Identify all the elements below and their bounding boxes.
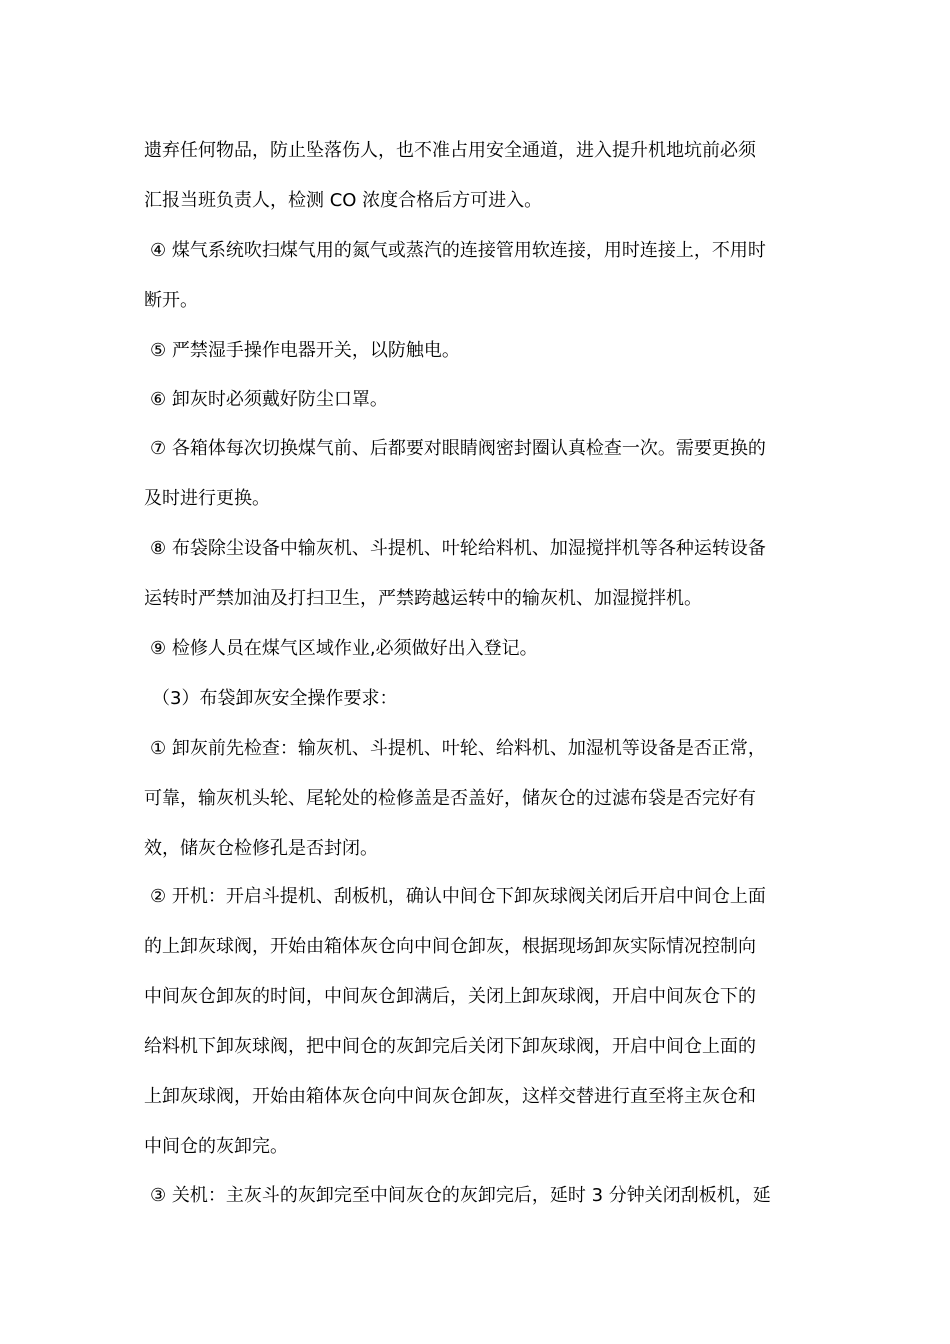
list-item-1: ① 卸灰前先检查：输灰机、斗提机、叶轮、给料机、加湿机等设备是否正常， (150, 738, 766, 759)
text-line: 汇报当班负责人，检测 CO 浓度合格后方可进入。 (144, 190, 543, 211)
text-line: 可靠，输灰机头轮、尾轮处的检修盖是否盖好，储灰仓的过滤布袋是否完好有 (144, 788, 756, 809)
text-line: 中间灰仓卸灰的时间，中间灰仓卸满后，关闭上卸灰球阀，开启中间灰仓下的 (144, 986, 756, 1007)
text-line: 中间仓的灰卸完。 (144, 1136, 288, 1157)
text-line: 上卸灰球阀，开始由箱体灰仓向中间灰仓卸灰，这样交替进行直至将主灰仓和 (144, 1086, 756, 1107)
list-item-5: ⑤ 严禁湿手操作电器开关，以防触电。 (150, 340, 460, 361)
list-item-3: ③ 关机：主灰斗的灰卸完至中间灰仓的灰卸完后，延时 3 分钟关闭刮板机，延 (150, 1185, 771, 1206)
list-item-4: ④ 煤气系统吹扫煤气用的氮气或蒸汽的连接管用软连接，用时连接上，不用时 (150, 240, 766, 261)
text-line: 的上卸灰球阀，开始由箱体灰仓向中间仓卸灰，根据现场卸灰实际情况控制向 (144, 936, 756, 957)
text-line: 及时进行更换。 (144, 488, 270, 509)
text-line: 断开。 (144, 290, 198, 311)
list-item-6: ⑥ 卸灰时必须戴好防尘口罩。 (150, 389, 388, 410)
text-line: 给料机下卸灰球阀，把中间仓的灰卸完后关闭下卸灰球阀，开启中间仓上面的 (144, 1036, 756, 1057)
text-line: 遗弃任何物品，防止坠落伤人，也不准占用安全通道，进入提升机地坑前必须 (144, 140, 756, 161)
list-item-8: ⑧ 布袋除尘设备中输灰机、斗提机、叶轮给料机、加湿搅拌机等各种运转设备 (150, 538, 766, 559)
section-heading: （3）布袋卸灰安全操作要求： (152, 688, 398, 709)
text-line: 效，储灰仓检修孔是否封闭。 (144, 838, 378, 859)
text-line: 运转时严禁加油及打扫卫生，严禁跨越运转中的输灰机、加湿搅拌机。 (144, 588, 702, 609)
list-item-7: ⑦ 各箱体每次切换煤气前、后都要对眼睛阀密封圈认真检查一次。需要更换的 (150, 438, 766, 459)
list-item-2: ② 开机：开启斗提机、刮板机，确认中间仓下卸灰球阀关闭后开启中间仓上面 (150, 886, 766, 907)
list-item-9: ⑨ 检修人员在煤气区域作业,必须做好出入登记。 (150, 638, 538, 659)
